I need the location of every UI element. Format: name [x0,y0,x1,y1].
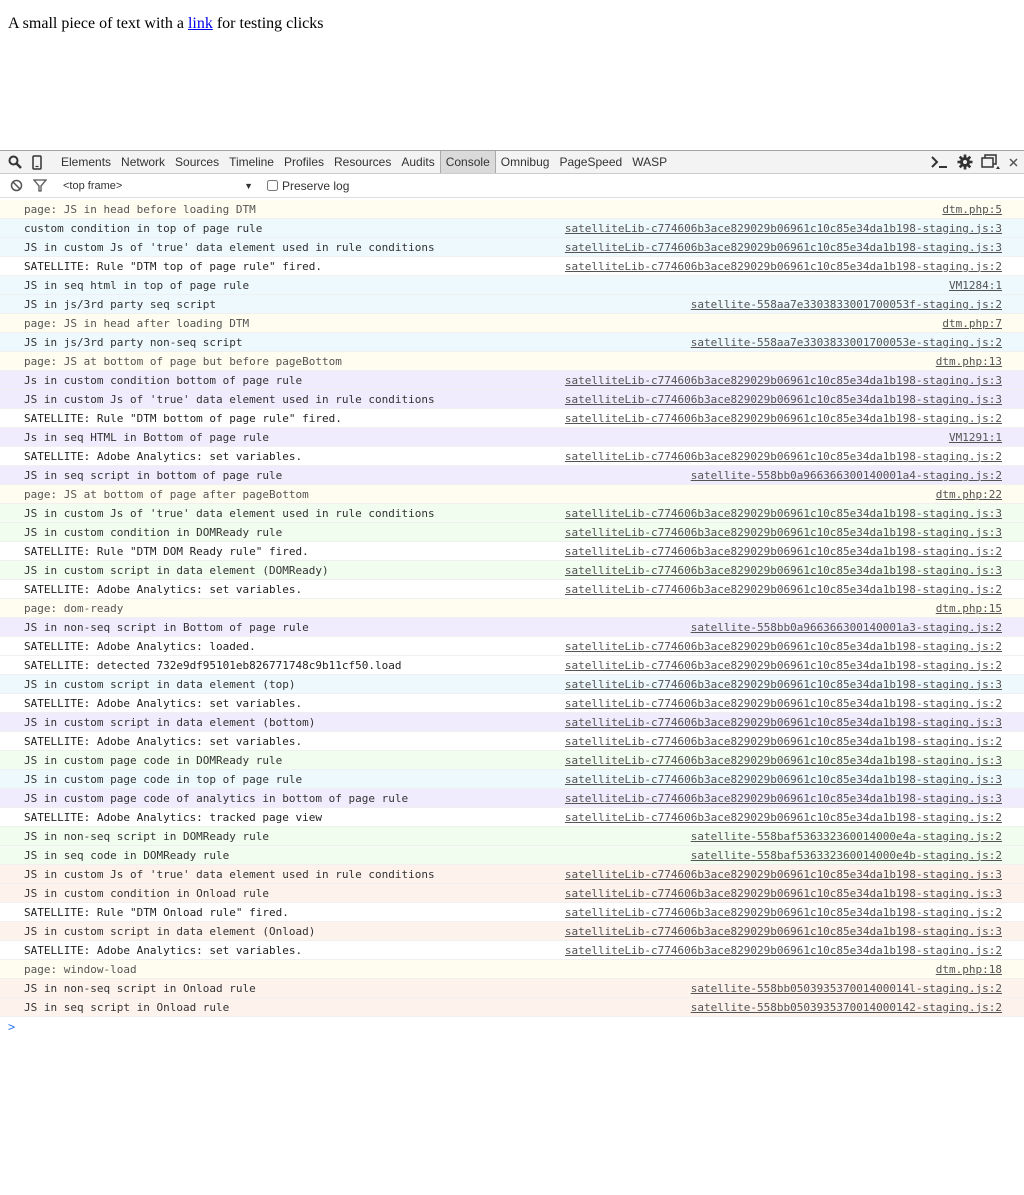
console-source-link[interactable]: dtm.php:13 [935,354,1002,368]
search-icon[interactable] [4,151,26,173]
console-message-text: page: JS at bottom of page but before pageBottom [24,354,342,368]
console-message-text: JS in custom condition in Onload rule [24,886,270,900]
console-source-link[interactable]: satellite-558bb0a966366300140001a3-staging.js:2 [690,620,1002,634]
console-message-text: SATELLITE: Adobe Analytics: set variables. [24,734,303,748]
console-message-row [0,637,1024,656]
console-message-text: SATELLITE: Rule "DTM bottom of page rule" fired. [24,411,342,425]
console-message-row [0,409,1024,428]
page-text-before: A small piece of text with a [8,15,188,32]
console-message-text: JS in custom page code in top of page rule [24,772,303,786]
console-message-row [0,580,1024,599]
clear-console-icon[interactable] [5,175,27,197]
console-source-link[interactable]: satelliteLib-c774606b3ace829029b06961c10c85e34da1b198-staging.js:3 [564,221,1002,235]
tab-wasp[interactable]: WASP [632,155,668,169]
tab-omnibug[interactable]: Omnibug [500,155,550,169]
console-message-row [0,732,1024,751]
console-source-link[interactable]: dtm.php:22 [935,487,1002,501]
console-source-link[interactable]: satelliteLib-c774606b3ace829029b06961c10c85e34da1b198-staging.js:3 [564,924,1002,938]
console-message-row [0,238,1024,257]
console-message-row [0,428,1024,447]
console-message-text: custom condition in top of page rule [24,221,263,235]
console-source-link[interactable]: satelliteLib-c774606b3ace829029b06961c10c85e34da1b198-staging.js:3 [564,373,1002,387]
console-source-link[interactable]: satelliteLib-c774606b3ace829029b06961c10c85e34da1b198-staging.js:3 [564,886,1002,900]
console-message-row [0,485,1024,504]
console-message-row [0,846,1024,865]
console-message-row [0,979,1024,998]
console-message-row [0,808,1024,827]
console-message-text: JS in non-seq script in DOMReady rule [24,829,270,843]
console-source-link[interactable]: dtm.php:5 [942,202,1002,216]
settings-gear-icon[interactable] [954,151,976,173]
console-message-text: JS in custom Js of 'true' data element used in rule conditions [24,240,435,254]
console-source-link[interactable]: satelliteLib-c774606b3ace829029b06961c10c85e34da1b198-staging.js:3 [564,525,1002,539]
console-message-text: SATELLITE: Adobe Analytics: tracked page view [24,810,323,824]
console-message-text: JS in custom Js of 'true' data element used in rule conditions [24,506,435,520]
console-message-row [0,276,1024,295]
console-message-text: SATELLITE: detected 732e9df95101eb826771748c9b11cf50.load [24,658,402,672]
console-source-link[interactable]: VM1284:1 [949,278,1002,292]
console-message-row [0,770,1024,789]
console-message-row [0,789,1024,808]
console-message-text: JS in custom page code in DOMReady rule [24,753,283,767]
console-source-link[interactable]: satelliteLib-c774606b3ace829029b06961c10c85e34da1b198-staging.js:3 [564,715,1002,729]
console-message-text: page: dom-ready [24,601,124,615]
console-source-link[interactable]: satellite-558bb0a966366300140001a4-staging.js:2 [690,468,1002,482]
console-message-text: JS in non-seq script in Bottom of page rule [24,620,309,634]
console-source-link[interactable]: satellite-558baf536332360014000e4b-staging.js:2 [690,848,1002,862]
console-message-text: JS in custom condition in DOMReady rule [24,525,283,539]
console-message-row [0,618,1024,637]
console-message-text: Js in seq HTML in Bottom of page rule [24,430,270,444]
console-message-row [0,713,1024,732]
console-source-link[interactable]: satellite-558baf536332360014000e4a-staging.js:2 [690,829,1002,843]
console-message-row [0,827,1024,846]
console-message-text: page: JS in head after loading DTM [24,316,250,330]
console-source-link[interactable]: satelliteLib-c774606b3ace829029b06961c10c85e34da1b198-staging.js:3 [564,772,1002,786]
console-drawer-icon[interactable] [928,151,950,173]
console-message-row [0,751,1024,770]
devtools-right-controls [928,151,1024,173]
console-message-text: JS in js/3rd party non-seq script [24,335,243,349]
console-message-text: SATELLITE: Rule "DTM DOM Ready rule" fired. [24,544,309,558]
console-source-link[interactable]: satelliteLib-c774606b3ace829029b06961c10c85e34da1b198-staging.js:2 [564,943,1002,957]
console-source-link[interactable]: satellite-558bb0503935370014000142-staging.js:2 [690,1000,1002,1014]
console-message-row [0,675,1024,694]
console-source-link[interactable]: VM1291:1 [949,430,1002,444]
console-message-text: SATELLITE: Adobe Analytics: set variables. [24,696,303,710]
console-source-link[interactable]: dtm.php:7 [942,316,1002,330]
console-message-row [0,200,1024,219]
console-message-text: JS in seq script in bottom of page rule [24,468,283,482]
console-message-row [0,333,1024,352]
console-message-row [0,694,1024,713]
console-source-link[interactable]: satelliteLib-c774606b3ace829029b06961c10c85e34da1b198-staging.js:3 [564,563,1002,577]
devtools-tabbar [0,150,1024,174]
dropdown-arrow-icon: ▼ [244,180,253,191]
console-message-text: page: JS at bottom of page after pageBottom [24,487,309,501]
page-text-after: for testing clicks [212,15,324,32]
console-message-row [0,941,1024,960]
devtools-tabs [56,151,672,173]
preserve-log-label: Preserve log [282,178,350,193]
console-message-text: JS in custom script in data element (top) [24,677,296,691]
console-source-link[interactable]: satelliteLib-c774606b3ace829029b06961c10c85e34da1b198-staging.js:3 [564,240,1002,254]
console-message-text: JS in seq script in Onload rule [24,1000,230,1014]
tab-network[interactable]: Network [121,155,166,169]
frame-select-value: <top frame> [63,179,123,192]
console-source-link[interactable]: satelliteLib-c774606b3ace829029b06961c10c85e34da1b198-staging.js:2 [564,411,1002,425]
console-source-link[interactable]: satelliteLib-c774606b3ace829029b06961c10c85e34da1b198-staging.js:2 [564,658,1002,672]
console-source-link[interactable]: satelliteLib-c774606b3ace829029b06961c10c85e34da1b198-staging.js:3 [564,753,1002,767]
console-source-link[interactable]: dtm.php:15 [935,601,1002,615]
console-message-row [0,352,1024,371]
console-message-text: page: JS in head before loading DTM [24,202,256,216]
console-message-text: JS in seq html in top of page rule [24,278,250,292]
console-message-row [0,599,1024,618]
console-message-text: page: window-load [24,962,137,976]
console-source-link[interactable]: satelliteLib-c774606b3ace829029b06961c10c85e34da1b198-staging.js:3 [564,506,1002,520]
console-message-text: JS in custom script in data element (Onload) [24,924,316,938]
console-message-row [0,542,1024,561]
console-message-text: JS in custom Js of 'true' data element used in rule conditions [24,392,435,406]
console-message-text: SATELLITE: Rule "DTM top of page rule" fired. [24,259,323,273]
console-source-link[interactable]: satellite-558aa7e3303833001700053e-staging.js:2 [690,335,1002,349]
console-message-row [0,561,1024,580]
console-message-text: JS in js/3rd party seq script [24,297,217,311]
console-message-row [0,960,1024,979]
console-source-link[interactable]: satelliteLib-c774606b3ace829029b06961c10c85e34da1b198-staging.js:2 [564,639,1002,653]
device-mode-icon[interactable] [26,151,48,173]
devtools-panel [0,150,1024,1195]
console-message-row [0,656,1024,675]
test-link[interactable]: link [187,15,213,32]
console-message-row [0,295,1024,314]
console-message-text: JS in seq code in DOMReady rule [24,848,230,862]
console-message-text: SATELLITE: Adobe Analytics: loaded. [24,639,256,653]
console-message-text: SATELLITE: Rule "DTM Onload rule" fired. [24,905,289,919]
console-source-link[interactable]: satelliteLib-c774606b3ace829029b06961c10c85e34da1b198-staging.js:3 [564,867,1002,881]
tab-sources[interactable]: Sources [175,155,220,169]
tab-resources[interactable]: Resources [334,155,392,169]
console-message-text: SATELLITE: Adobe Analytics: set variables. [24,943,303,957]
tab-timeline[interactable]: Timeline [229,155,274,169]
console-message-row [0,371,1024,390]
console-message-row [0,466,1024,485]
console-source-link[interactable]: satelliteLib-c774606b3ace829029b06961c10c85e34da1b198-staging.js:3 [564,677,1002,691]
console-message-text: JS in custom page code of analytics in bottom of page rule [24,791,409,805]
console-message-row [0,504,1024,523]
console-message-row [0,865,1024,884]
console-message-row [0,447,1024,466]
console-message-text: JS in custom script in data element (DOMReady) [24,563,329,577]
console-message-row [0,998,1024,1017]
tab-profiles[interactable]: Profiles [283,155,324,169]
console-message-row [0,523,1024,542]
console-filterbar [0,174,1024,198]
console-message-text: Js in custom condition bottom of page rule [24,373,303,387]
console-source-link[interactable]: satelliteLib-c774606b3ace829029b06961c10c85e34da1b198-staging.js:2 [564,810,1002,824]
filter-icon[interactable] [29,175,51,197]
preserve-log-toggle[interactable] [267,179,349,193]
console-message-row [0,219,1024,238]
page-paragraph [8,15,323,33]
prompt-chevron-icon: > [8,1020,16,1034]
console-source-link[interactable]: satelliteLib-c774606b3ace829029b06961c10c85e34da1b198-staging.js:2 [564,905,1002,919]
console-source-link[interactable]: satelliteLib-c774606b3ace829029b06961c10c85e34da1b198-staging.js:3 [564,392,1002,406]
tab-console[interactable]: Console [440,151,496,173]
console-message-row [0,314,1024,333]
console-message-row [0,257,1024,276]
dock-side-icon[interactable] [980,151,1002,173]
console-message-text: JS in non-seq script in Onload rule [24,981,256,995]
preserve-log-checkbox[interactable] [267,180,278,191]
console-message-row [0,390,1024,409]
console-source-link[interactable]: satelliteLib-c774606b3ace829029b06961c10c85e34da1b198-staging.js:2 [564,696,1002,710]
close-icon[interactable] [1006,151,1020,173]
console-prompt[interactable] [0,1017,1024,1037]
console-message-text: SATELLITE: Adobe Analytics: set variables. [24,449,303,463]
console-source-link[interactable]: satelliteLib-c774606b3ace829029b06961c10c85e34da1b198-staging.js:2 [564,582,1002,596]
console-source-link[interactable]: satelliteLib-c774606b3ace829029b06961c10c85e34da1b198-staging.js:2 [564,544,1002,558]
console-message-row [0,903,1024,922]
console-message-row [0,884,1024,903]
console-source-link[interactable]: satelliteLib-c774606b3ace829029b06961c10c85e34da1b198-staging.js:3 [564,791,1002,805]
console-source-link[interactable]: satellite-558aa7e3303833001700053f-staging.js:2 [690,297,1002,311]
console-message-row [0,922,1024,941]
console-source-link[interactable]: satelliteLib-c774606b3ace829029b06961c10c85e34da1b198-staging.js:2 [564,259,1002,273]
tab-pagespeed[interactable]: PageSpeed [559,155,623,169]
console-source-link[interactable]: satelliteLib-c774606b3ace829029b06961c10c85e34da1b198-staging.js:2 [564,449,1002,463]
console-message-text: JS in custom Js of 'true' data element used in rule conditions [24,867,435,881]
console-message-text: SATELLITE: Adobe Analytics: set variables. [24,582,303,596]
console-source-link[interactable]: satellite-558bb050393537001400014l-staging.js:2 [690,981,1002,995]
console-source-link[interactable]: satelliteLib-c774606b3ace829029b06961c10c85e34da1b198-staging.js:2 [564,734,1002,748]
console-message-text: JS in custom script in data element (bottom) [24,715,316,729]
console-messages [0,200,1024,1037]
frame-select[interactable] [63,180,253,192]
console-source-link[interactable]: dtm.php:18 [935,962,1002,976]
tab-elements[interactable]: Elements [61,155,112,169]
tab-audits[interactable]: Audits [401,155,435,169]
